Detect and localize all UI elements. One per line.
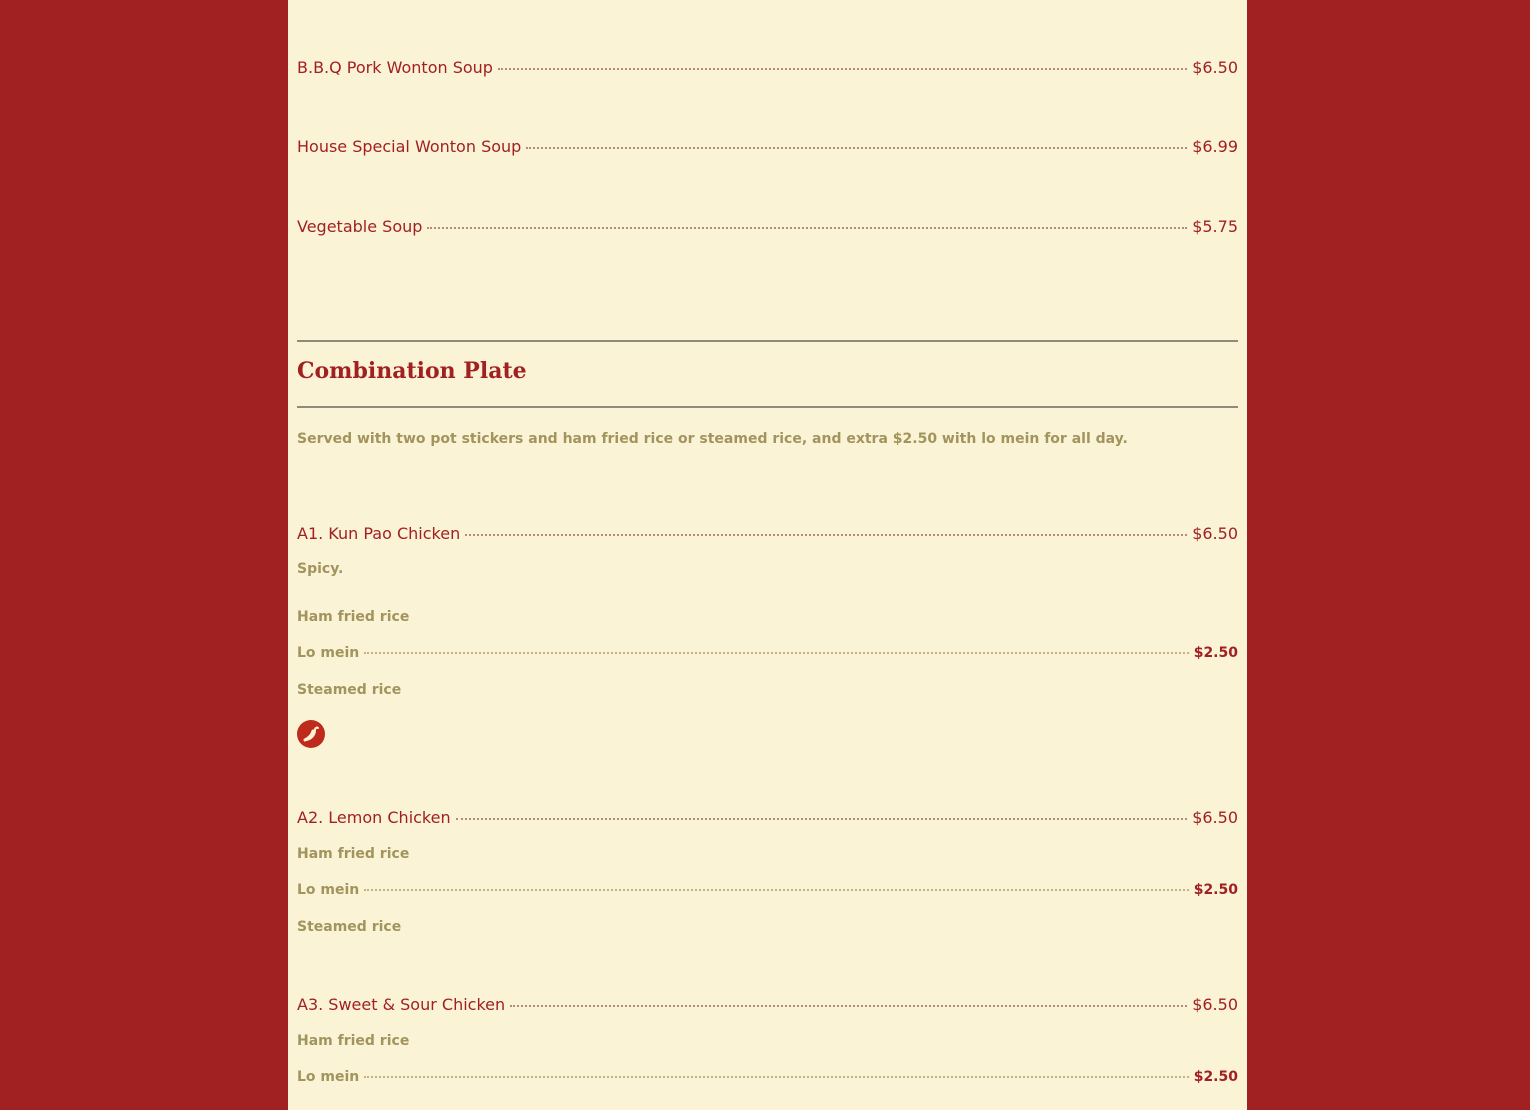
option-steamed-rice — [297, 682, 1238, 698]
dot-leader — [526, 147, 1187, 149]
option-lo-mein — [297, 882, 1238, 898]
option-name: Ham fried rice — [297, 846, 410, 862]
section-divider-top — [297, 340, 1238, 342]
option-name: Ham fried rice — [297, 1033, 410, 1049]
item-note: Spicy. — [297, 561, 344, 577]
section-divider-bottom — [297, 406, 1238, 408]
item-price: $5.75 — [1192, 217, 1238, 236]
option-name: Lo mein — [297, 882, 360, 898]
menu-item-vegetable-soup — [297, 217, 1238, 236]
dot-leader — [510, 1005, 1187, 1007]
dot-leader — [456, 818, 1188, 820]
item-price: $6.50 — [1192, 58, 1238, 77]
menu-content — [297, 0, 1238, 1110]
menu-item-a3 — [297, 995, 1238, 1014]
dot-leader — [364, 652, 1188, 654]
item-name: House Special Wonton Soup — [297, 137, 522, 156]
option-ham-fried-rice — [297, 846, 1238, 862]
item-name: A1. Kun Pao Chicken — [297, 524, 461, 543]
option-lo-mein — [297, 645, 1238, 661]
menu-panel — [288, 0, 1247, 1110]
menu-item-a1 — [297, 524, 1238, 543]
option-price: $2.50 — [1193, 1069, 1238, 1085]
item-price: $6.50 — [1192, 808, 1238, 827]
option-steamed-rice — [297, 919, 1238, 935]
item-name: A2. Lemon Chicken — [297, 808, 451, 827]
option-ham-fried-rice — [297, 1033, 1238, 1049]
option-lo-mein — [297, 1069, 1238, 1085]
option-price: $2.50 — [1193, 645, 1238, 661]
item-price: $6.99 — [1192, 137, 1238, 156]
section-description: Served with two pot stickers and ham fried rice or steamed rice, and extra $2.50 with lo mein for all day. — [297, 431, 1128, 447]
dot-leader — [498, 68, 1187, 70]
option-name: Steamed rice — [297, 682, 402, 698]
option-name: Lo mein — [297, 1069, 360, 1085]
section-title: Combination Plate — [297, 358, 527, 384]
menu-item-bbq-pork-wonton-soup — [297, 58, 1238, 77]
item-price: $6.50 — [1192, 524, 1238, 543]
item-price: $6.50 — [1192, 995, 1238, 1014]
item-name: Vegetable Soup — [297, 217, 423, 236]
option-ham-fried-rice — [297, 609, 1238, 625]
menu-item-house-special-wonton-soup — [297, 137, 1238, 156]
chili-pepper-icon — [297, 720, 325, 748]
dot-leader — [364, 1076, 1188, 1078]
menu-item-a2 — [297, 808, 1238, 827]
dot-leader — [465, 534, 1187, 536]
option-name: Steamed rice — [297, 919, 402, 935]
item-name: B.B.Q Pork Wonton Soup — [297, 58, 493, 77]
dot-leader — [427, 227, 1187, 229]
option-price: $2.50 — [1193, 882, 1238, 898]
option-name: Ham fried rice — [297, 609, 410, 625]
chili-pepper-icon-svg — [297, 720, 325, 748]
dot-leader — [364, 889, 1188, 891]
option-name: Lo mein — [297, 645, 360, 661]
item-name: A3. Sweet & Sour Chicken — [297, 995, 506, 1014]
